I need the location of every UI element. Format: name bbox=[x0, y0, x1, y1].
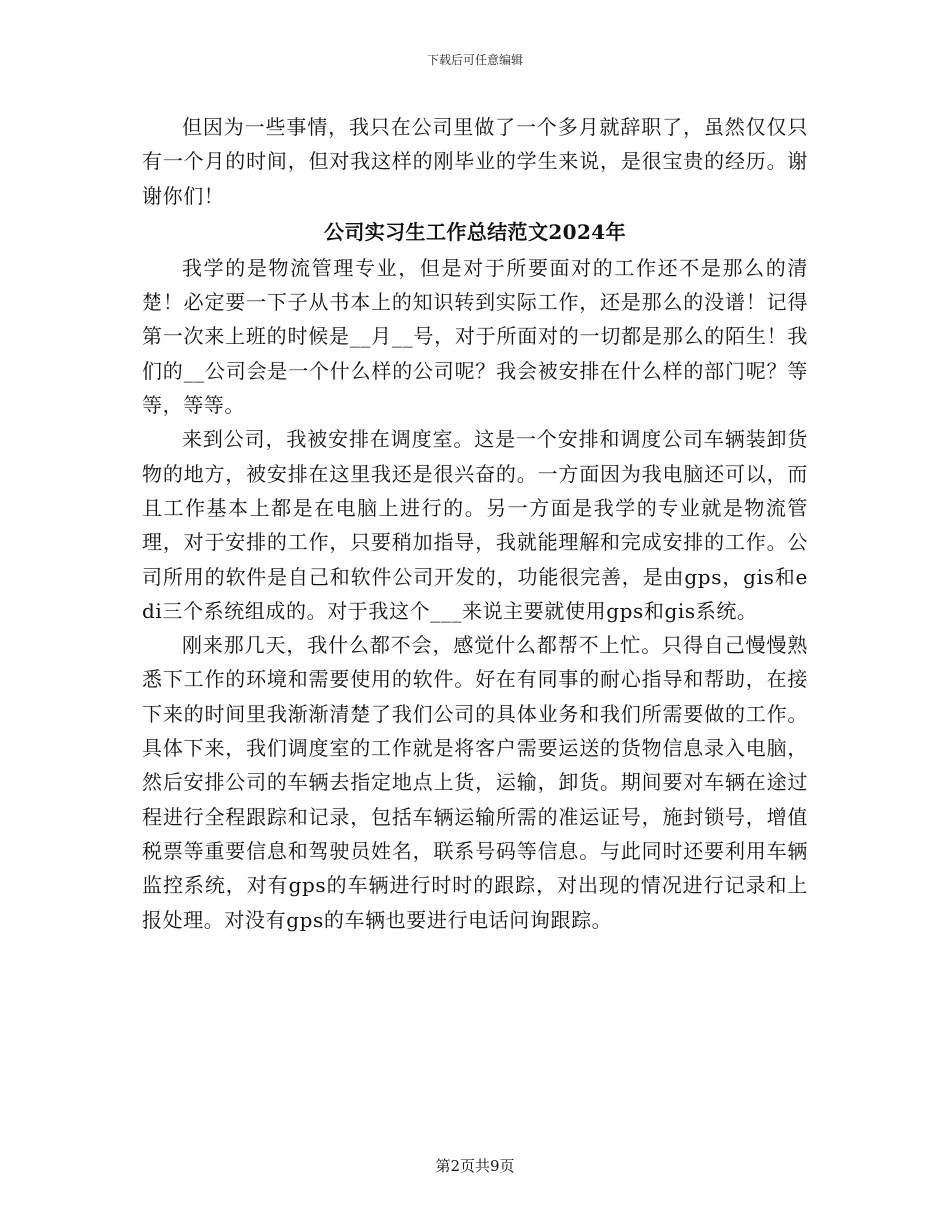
page-footer: 第2页共9页 bbox=[435, 1157, 515, 1175]
section-title: 公司实习生工作总结范文2024年 bbox=[323, 219, 627, 244]
document-body bbox=[142, 110, 808, 937]
paragraph-3: 来到公司，我被安排在调度室。这是一个安排和调度公司车辆装卸货物的地方，被安排在这里我还是很兴奋的。一方面因为我电脑还可以，而且工作基本上都是在电脑上进行的。另一方面是我学的专业就是物流管理，对于安排的工作，只要稍加指导，我就能理解和完成安排的工作。公司所用的软件是自己和软件公司开发的，功能很完善，是由gps，gis和edi三个系统组成的。对于我这个___来说主要就使用gps和gis系统。 bbox=[142, 427, 808, 623]
paragraph-2: 我学的是物流管理专业，但是对于所要面对的工作还不是那么的清楚！必定要一下子从书本上的知识转到实际工作，还是那么的没谱！记得第一次来上班的时候是__月__号，对于所面对的一切都是那么的陌生！我们的__公司会是一个什么样的公司呢？我会被安排在什么样的部门呢？等等，等等。 bbox=[142, 255, 808, 418]
paragraph-4: 刚来那几天，我什么都不会，感觉什么都帮不上忙。只得自己慢慢熟悉下工作的环境和需要使用的软件。好在有同事的耐心指导和帮助，在接下来的时间里我渐渐清楚了我们公司的具体业务和我们所需要做的工作。具体下来，我们调度室的工作就是将客户需要运送的货物信息录入电脑，然后安排公司的车辆去指定地点上货，运输，卸货。期间要对车辆在途过程进行全程跟踪和记录，包括车辆运输所需的准运证号，施封锁号，增值税票等重要信息和驾驶员姓名，联系号码等信息。与此同时还要利用车辆监控系统，对有gps的车辆进行时时的跟踪，对出现的情况进行记录和上报处理。对没有gps的车辆也要进行电话问询跟踪。 bbox=[142, 633, 808, 932]
paragraph-1: 但因为一些事情，我只在公司里做了一个多月就辞职了，虽然仅仅只有一个月的时间，但对我这样的刚毕业的学生来说，是很宝贵的经历。谢谢你们！ bbox=[142, 115, 808, 208]
page-header: 下载后可任意编辑 bbox=[426, 53, 523, 67]
